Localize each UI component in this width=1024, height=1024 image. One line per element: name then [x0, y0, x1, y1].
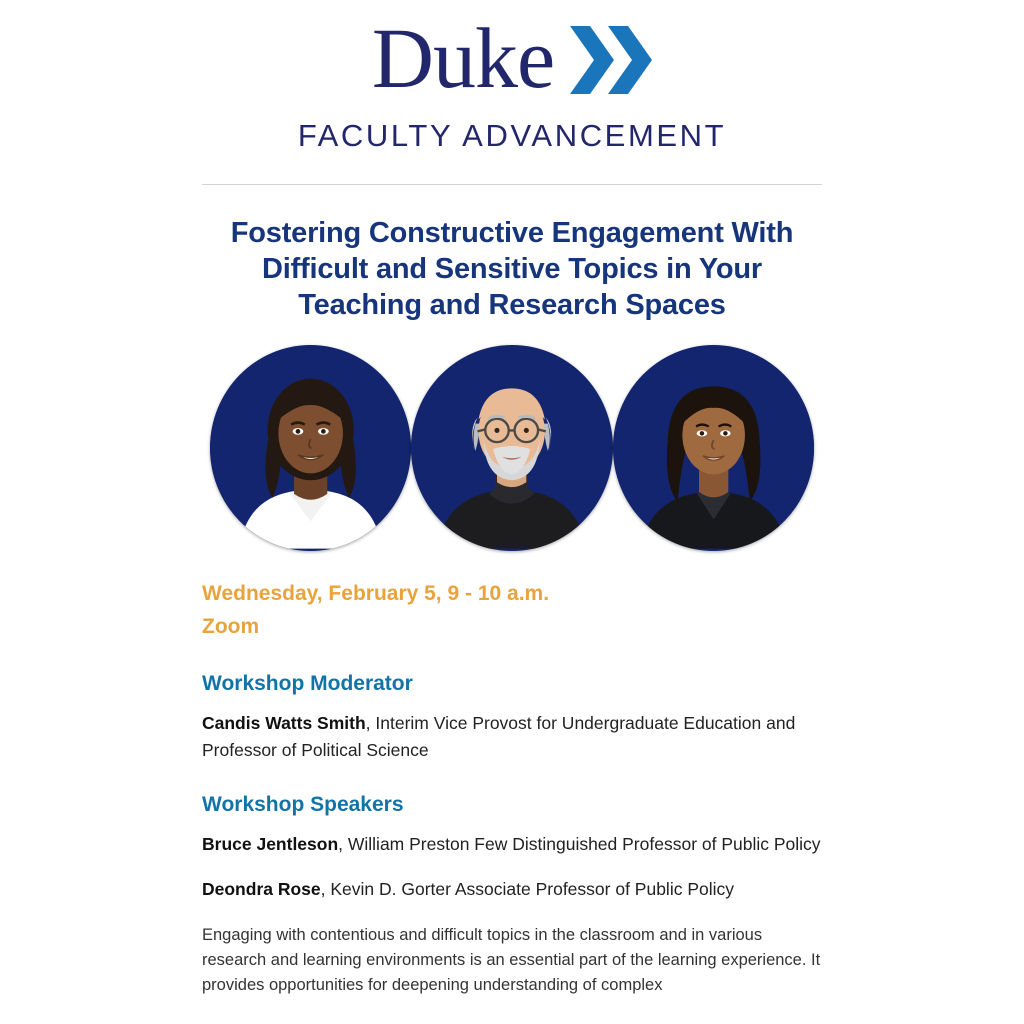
event-location: Zoom: [202, 615, 260, 638]
email-content: [202, 185, 822, 998]
duke-faculty-advancement-logo: [0, 0, 1024, 154]
event-title: Fostering Constructive Engagement With Difficult and Sensitive Topics in Your Teaching and Research Spaces: [230, 217, 794, 321]
duke-chevron-icon: [568, 24, 652, 96]
portrait-illustration: [613, 345, 814, 551]
logo-row: [371, 10, 652, 110]
speaker-entry: [202, 831, 822, 858]
portrait-illustration: [210, 345, 411, 551]
candis-watts-smith-portrait: [210, 345, 411, 551]
duke-wordmark: Duke: [371, 10, 555, 106]
speaker-name: Bruce Jentleson: [202, 834, 339, 854]
bruce-jentleson-portrait: [411, 345, 612, 551]
speaker-entry: [202, 876, 822, 903]
logo-subtitle: FACULTY ADVANCEMENT: [297, 118, 727, 153]
speaker-name: Deondra Rose: [202, 878, 321, 899]
deondra-rose-portrait: [613, 345, 814, 551]
event-description: Engaging with contentious and difficult topics in the classroom and in various research and learning environments is an essential part of the learning experience. It provides opportunities for deepening understanding of complex: [202, 925, 821, 994]
portrait-illustration: [411, 345, 612, 551]
speaker-title: , William Preston Few Distinguished Professor of Public Policy: [338, 834, 821, 854]
chevron-right-icon: [606, 24, 652, 96]
speaker-title: , Kevin D. Gorter Associate Professor of Public Policy: [320, 878, 735, 899]
moderator-title: , Interim Vice Provost for Undergraduate Education and Professor of Political Science: [202, 713, 796, 760]
event-datetime: Wednesday, February 5, 9 - 10 a.m.: [202, 582, 550, 605]
moderator-entry: [202, 710, 822, 764]
speaker-portraits: [202, 345, 822, 551]
moderator-name: Candis Watts Smith: [202, 713, 366, 733]
moderator-heading: Workshop Moderator: [202, 672, 413, 695]
event-datetime-block: [202, 577, 822, 643]
speakers-heading: Workshop Speakers: [202, 793, 404, 816]
